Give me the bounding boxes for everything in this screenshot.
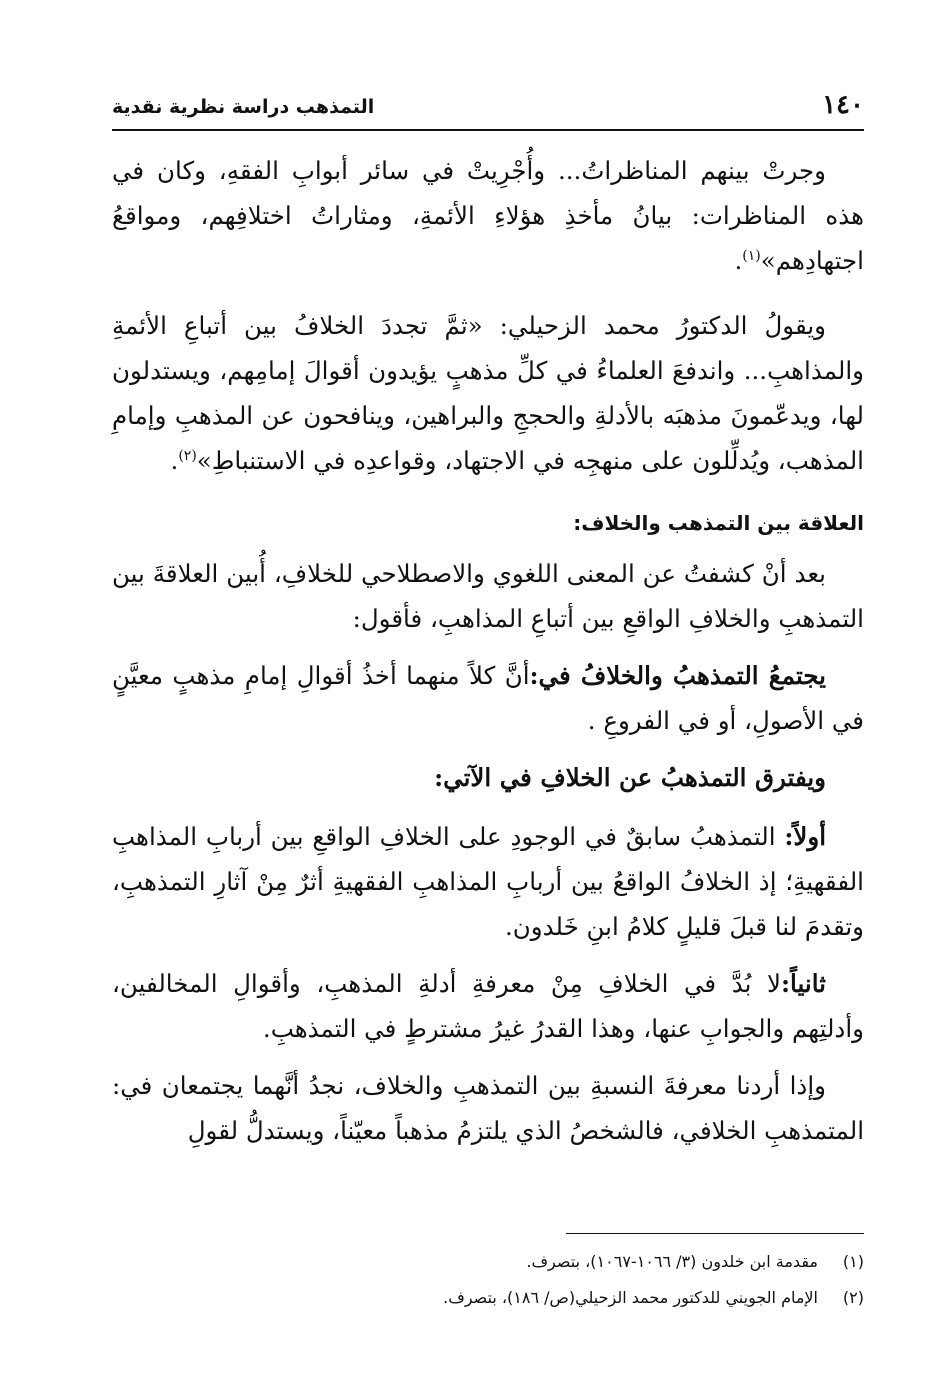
paragraph-6-text: التمذهبُ سابقٌ في الوجودِ على الخلافِ الواقعِ بين أربابِ المذاهبِ الفقهيةِ؛ إذ الخلافُ الواقعُ بين أربابِ المذاهبِ الفقهيةِ أثرٌ مِنْ آثارِ التمذهبِ، وتقدمَ لنا قبلَ قليلٍ كلامُ ابنِ خَلدون. [112,822,864,941]
running-title: التمذهب دراسة نظرية نقدية [112,96,375,118]
paragraph-3: بعد أنْ كشفتُ عن المعنى اللغوي والاصطلاحي للخلافِ، أُبين العلاقةَ بين التمذهبِ والخلافِ الواقعِ بين أتباعِ المذاهبِ، فأقول: [112,559,864,633]
paragraph-4-lead: يجتمعُ التمذهبُ والخلافُ في: [529,661,826,690]
footnote-ref-1: (١) [742,247,761,264]
paragraph-1 [112,148,864,283]
paragraph-7-text: لا بُدَّ في الخلافِ مِنْ معرفةِ أدلةِ المذهبِ، وأقوالِ المخالفين، وأدلتِهم والجوابِ عنها، وهذا القدرُ غيرُ مشترطٍ في التمذهبِ. [112,969,864,1043]
paragraph-7 [112,961,864,1051]
paragraph-4-text: أنَّ كلاً منهما أخذُ أقوالِ إمامِ مذهبٍ معيَّنٍ في الأصولِ، أو في الفروعِ . [112,661,864,735]
section-heading: العلاقة بين التمذهب والخلاف: [573,511,864,535]
paragraph-6 [112,814,864,949]
footnote-ref-2: (٢) [178,447,197,464]
paragraph-4 [112,653,864,743]
page-header [112,92,864,126]
paragraph-6-lead: أولاً: [784,822,826,851]
page-number: ١٤٠ [822,90,864,120]
footnote-1-number: (١) [842,1252,864,1271]
paragraph-7-lead: ثانياً: [780,969,826,998]
paragraph-2 [112,303,864,483]
header-divider [112,129,864,131]
paragraph-2-text: ويقولُ الدكتورُ محمد الزحيلي: «ثمَّ تجددَ الخلافُ بين أتباعِ الأئمةِ والمذاهبِ... واندفعَ العلماءُ في كلِّ مذهبٍ يؤيدون أقوالَ إمامِهم، ويستدلون لها، ويدعّمونَ مذهبَه بالأدلةِ والحججِ والبراهين، وينافحون عن المذهبِ وإمامِ المذهب، ويُدلِّلون على منهجِه في الاجتهاد، وقواعدِه في الاستنباطِ» [112,311,864,475]
paragraph-1-end: . [734,246,743,275]
paragraph-8: وإذا أردنا معرفةَ النسبةِ بين التمذهبِ والخلاف، نجدُ أنَّهما يجتمعان في: المتمذهبِ الخلافي، فالشخصُ الذي يلتزمُ مذهباً معيّناً، ويستدلُّ لقولِ [112,1071,864,1145]
footnote-2-text: الإمام الجويني للدكتور محمد الزحيلي(ص/ ١٨٦)، بتصرف. [443,1288,818,1307]
main-text [112,148,864,1173]
footnotes [112,1244,864,1316]
paragraph-5: ويفترق التمذهبُ عن الخلافِ في الآتي: [434,763,826,792]
footnote-divider [566,1233,864,1234]
footnote-1 [112,1244,864,1280]
footnote-2-number: (٢) [842,1288,864,1307]
paragraph-2-end: . [170,446,179,475]
footnote-2 [112,1280,864,1316]
footnote-1-text: مقدمة ابن خلدون (٣/ ١٠٦٦-١٠٦٧)، بتصرف. [526,1252,818,1271]
paragraph-1-text: وجرتْ بينهم المناظراتُ... وأُجْرِيتْ في سائر أبوابِ الفقهِ، وكان في هذه المناظرات: بيانُ مأخذِ هؤلاءِ الأئمةِ، ومثاراتُ اختلافِهم، ومواقعُ اجتهادِهم» [112,156,864,275]
